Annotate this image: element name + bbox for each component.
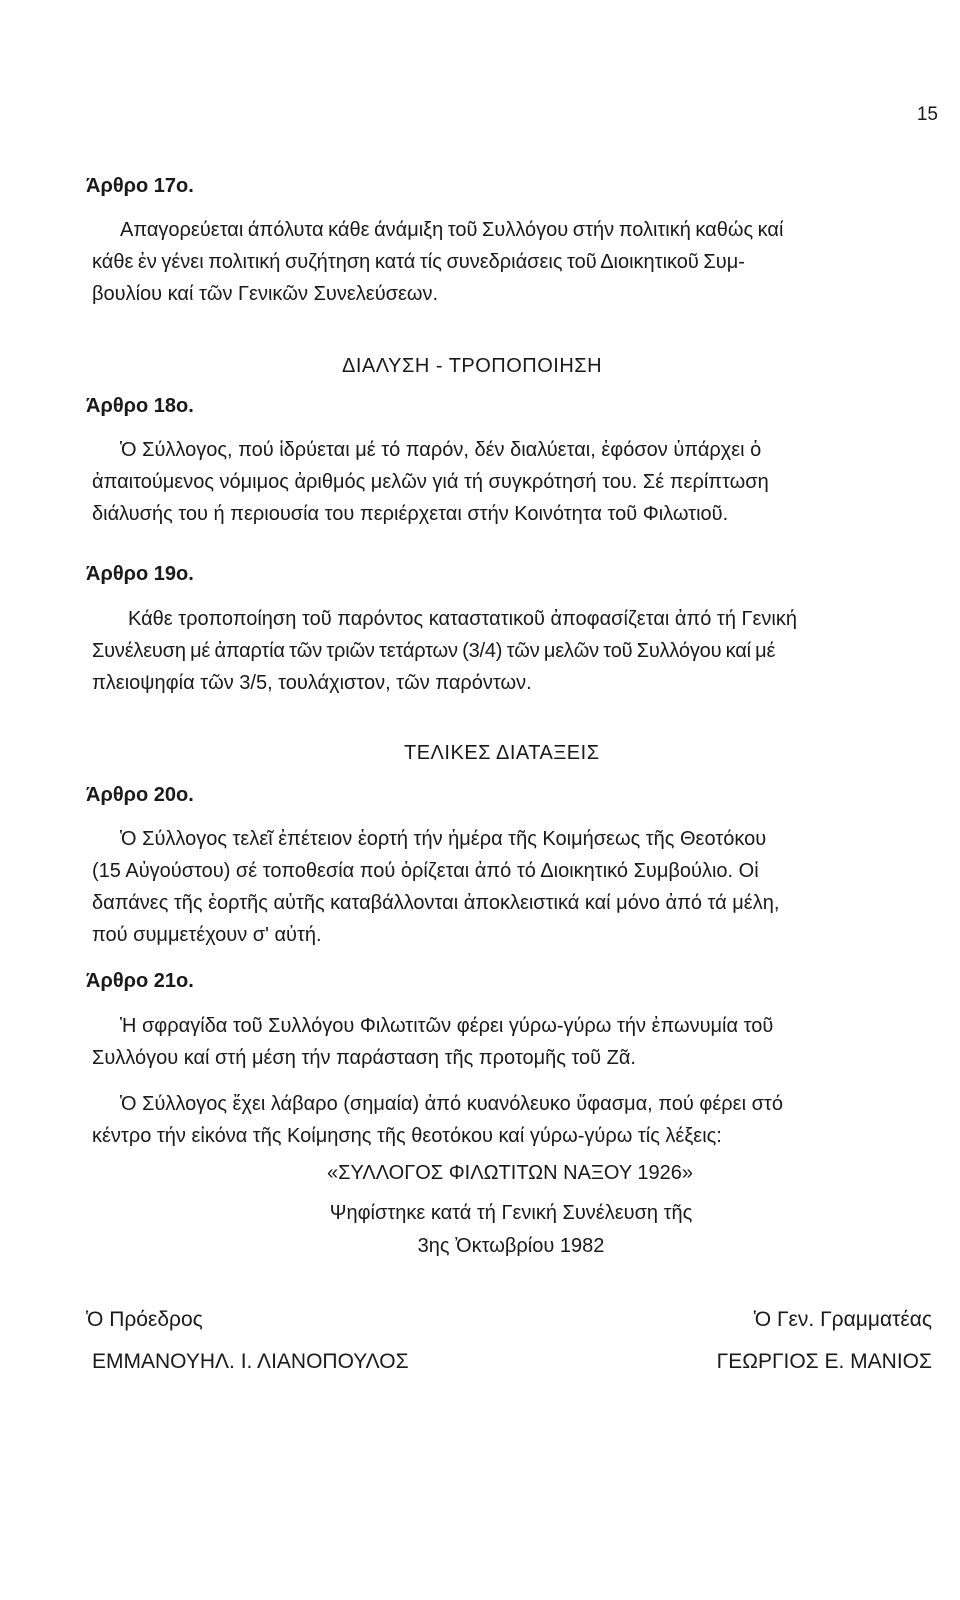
article-20-heading: Άρθρο 20ο. [86,784,194,806]
text-line: πού συμμετέχουν σ' αὐτή. [92,924,322,946]
motto: «ΣΥΛΛΟΓΟΣ ΦΙΛΩΤΙΤΩΝ ΝΑΞΟΥ 1926» [327,1162,693,1184]
text-line: βουλίου καί τῶν Γενικῶν Συνελεύσεων. [92,283,439,305]
article-19-heading: Άρθρο 19ο. [86,563,194,585]
text-line: Ὁ Σύλλογος, πού ἱδρύεται μέ τό παρόν, δέν διαλύεται, ἐφόσον ὑπάρχει ὁ [120,439,762,461]
text-line: κάθε ἐν γένει πολιτική συζήτηση κατά τίς συνεδριάσεις τοῦ Διοικητικοῦ Συμ- [92,251,745,273]
article-17-heading: Άρθρο 17ο. [86,175,194,197]
text-line: Ἡ σφραγίδα τοῦ Συλλόγου Φιλωτιτῶν φέρει γύρω-γύρω τήν ἐπωνυμία τοῦ [120,1015,774,1037]
text-line: Ὁ Σύλλογος ἔχει λάβαρο (σημαία) ἀπό κυανόλευκο ὕφασμα, πού φέρει στό [120,1093,783,1115]
president-title: Ὁ Πρόεδρος [86,1308,203,1331]
text-line: ἀπαιτούμενος νόμιμος ἀριθμός μελῶν γιά τή συγκρότησή του. Σέ περίπτωση [92,471,769,493]
article-18-heading: Άρθρο 18ο. [86,395,194,417]
text-line: κέντρο τήν εἰκόνα τῆς Κοίμησης τῆς θεοτόκου καί γύρω-γύρω τίς λέξεις: [92,1125,722,1147]
secretary-title: Ὁ Γεν. Γραμματέας [753,1308,932,1331]
article-19-body [92,603,938,699]
section-title-final: ΤΕΛΙΚΕΣ ΔΙΑΤΑΞΕΙΣ [404,742,600,764]
text-line: Απαγορεύεται άπόλυτα κάθε άνάμιξη τοῦ Συλλόγου στήν πολιτική καθώς καί [120,219,784,241]
text-line: Συνέλευση μέ ἀπαρτία τῶν τριῶν τετάρτων (3/4) τῶν μελῶν τοῦ Συλλόγου καί μέ [92,640,776,662]
section-title-dissolution: ΔΙΑΛΥΣΗ - ΤΡΟΠΟΠΟΙΗΣΗ [342,355,603,377]
page-number: 15 [916,104,938,125]
article-21-para-1 [92,1010,938,1074]
text-line: πλειοψηφία τῶν 3/5, τουλάχιστον, τῶν παρόντων. [92,672,532,694]
voted-line-2: 3ης Ὀκτωβρίου 1982 [417,1235,605,1257]
article-18-body [92,434,938,530]
text-line: δαπάνες τῆς ἑορτῆς αὐτῆς καταβάλλονται ἀποκλειστικά καί μόνο ἀπό τά μέλη, [92,892,780,914]
text-line: διάλυσής του ή περιουσία του περιέρχεται στήν Κοινότητα τοῦ Φιλωτιοῦ. [92,503,729,525]
text-line: Κάθε τροποποίηση τοῦ παρόντος καταστατικοῦ ἀποφασίζεται ἀπό τή Γενική [128,608,797,630]
text-line: Ὁ Σύλλογος τελεῖ ἐπέτειον ἑορτή τήν ἡμέρα τῆς Κοιμήσεως τῆς Θεοτόκου [120,828,767,850]
voted-line-1: Ψηφίστηκε κατά τή Γενική Συνέλευση τῆς [329,1202,693,1224]
president-name: ΕΜΜΑΝΟΥΗΛ. Ι. ΛΙΑΝΟΠΟΥΛΟΣ [92,1350,409,1373]
article-21-heading: Άρθρο 21ο. [86,970,194,992]
text-line: (15 Αὐγούστου) σέ τοποθεσία πού ὁρίζεται ἀπό τό Διοικητικό Συμβούλιο. Οἱ [92,860,759,882]
text-line: Συλλόγου καί στή μέση τήν παράσταση τῆς προτομῆς τοῦ Ζᾶ. [92,1047,636,1069]
article-21-para-2 [92,1088,938,1152]
article-17-body [92,214,938,310]
article-20-body [92,823,938,951]
secretary-name: ΓΕΩΡΓΙΟΣ Ε. ΜΑΝΙΟΣ [716,1350,932,1373]
